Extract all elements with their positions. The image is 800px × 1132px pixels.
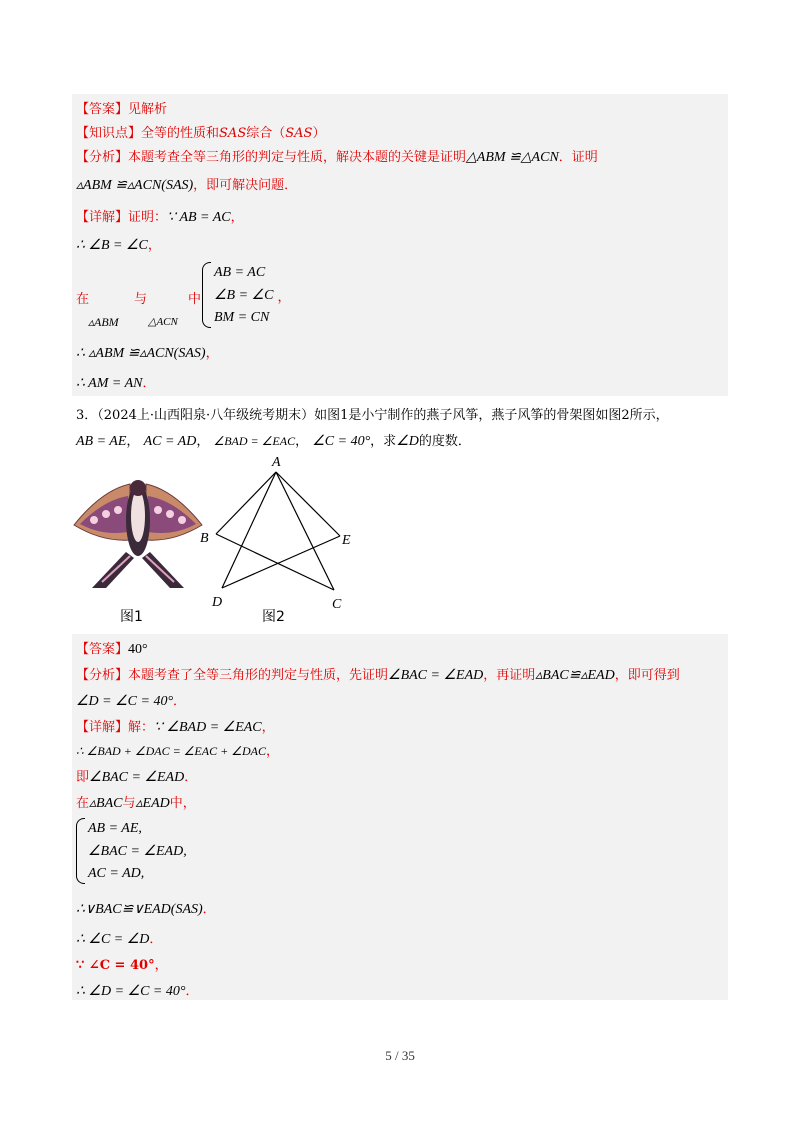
figure-1-caption: 图1 bbox=[120, 609, 143, 625]
step-math: ∴∨BAC≌∨EAD(SAS) bbox=[76, 902, 203, 917]
question-math: ∠C = 40° bbox=[312, 434, 371, 449]
question-text: 的度数． bbox=[418, 434, 471, 449]
segment-ae bbox=[276, 472, 340, 536]
equation-system bbox=[202, 262, 290, 328]
point-label-c: C bbox=[332, 597, 342, 612]
punct: ， bbox=[230, 210, 244, 225]
answer-line bbox=[76, 638, 148, 658]
punct: ， bbox=[261, 720, 275, 735]
step-line bbox=[76, 928, 162, 948]
detail-math: ∵ AB = AC bbox=[167, 210, 231, 225]
analysis-math: △ABM ≌△ACN bbox=[466, 150, 559, 165]
system-row: AB = AE, bbox=[88, 821, 142, 836]
answer-text: 40° bbox=[128, 642, 148, 657]
punct: ， bbox=[126, 434, 140, 449]
system-row: AB = AC bbox=[214, 265, 266, 280]
word-yu: 与 bbox=[134, 292, 148, 307]
detail-tag: 【详解】 bbox=[76, 210, 129, 225]
analysis-text: 本题考查全等三角形的判定与性质，解决本题的关键是证明 bbox=[128, 150, 467, 165]
triangle-abm: ▵ABM bbox=[88, 315, 119, 329]
analysis-math: ▵ABM ≌▵ACN(SAS) bbox=[76, 178, 194, 193]
analysis-text: ，即可得到 bbox=[614, 668, 680, 683]
analysis-text: ，即可解决问题． bbox=[193, 178, 298, 193]
punct: ， bbox=[196, 434, 210, 449]
punct: ． bbox=[173, 694, 187, 709]
punct: ， bbox=[154, 958, 168, 973]
step-line bbox=[76, 740, 279, 759]
knowledge-sas: SAS bbox=[285, 126, 313, 141]
segment-ab bbox=[216, 472, 276, 534]
detail-tag: 【详解】 bbox=[76, 720, 129, 735]
analysis-text: ，再证明 bbox=[483, 668, 536, 683]
detail-text: 证明： bbox=[128, 210, 168, 225]
solution-block-2 bbox=[72, 634, 728, 1000]
detail-line bbox=[76, 206, 244, 226]
brace-icon bbox=[76, 818, 85, 884]
knowledge-tag: 【知识点】 bbox=[76, 126, 142, 141]
step-line bbox=[76, 898, 216, 918]
punct: ， bbox=[277, 289, 291, 305]
detail-math: ∵ ∠BAD = ∠EAC bbox=[154, 720, 262, 735]
analysis-math: ∠BAC = ∠EAD bbox=[388, 668, 484, 683]
system-row: ∠B = ∠C bbox=[214, 287, 274, 303]
answer-tag: 【答案】 bbox=[76, 642, 129, 657]
word-zai: 在 bbox=[76, 796, 90, 811]
page-total: 35 bbox=[401, 1048, 415, 1063]
detail-line bbox=[76, 716, 275, 736]
punct: ． bbox=[202, 902, 216, 917]
word-zhong: 中 bbox=[188, 292, 202, 307]
answer-text: 见解析 bbox=[128, 102, 168, 117]
punct: ， bbox=[205, 346, 219, 361]
analysis-text: 本题考查了全等三角形的判定与性质，先证明 bbox=[128, 668, 389, 683]
swallow-kite-image bbox=[72, 470, 204, 592]
question-text: ，求 bbox=[370, 434, 397, 449]
punct: ． bbox=[185, 984, 199, 999]
segment-ed bbox=[222, 536, 340, 588]
analysis-tag: 【分析】 bbox=[76, 668, 129, 683]
word-ji: 即 bbox=[76, 770, 90, 785]
question-math: ∠D bbox=[396, 434, 419, 449]
brace-icon bbox=[202, 262, 211, 328]
word-zai: 在 bbox=[76, 292, 90, 307]
point-label-d: D bbox=[212, 595, 223, 610]
question-math: AC = AD bbox=[143, 434, 197, 449]
punct: ， bbox=[295, 434, 309, 449]
step-line bbox=[76, 954, 168, 973]
system-row: ∠BAC = ∠EAD, bbox=[88, 843, 187, 859]
triangle-acn: △ACN bbox=[148, 316, 178, 328]
knowledge-text: 全等的性质和 bbox=[141, 126, 220, 141]
step-line bbox=[76, 234, 161, 254]
knowledge-sas: SAS bbox=[219, 126, 247, 141]
step-line bbox=[76, 372, 155, 392]
solution-block-1 bbox=[72, 94, 728, 396]
analysis-line-2 bbox=[76, 174, 297, 194]
analysis-text: ．证明 bbox=[558, 150, 598, 165]
page-number bbox=[0, 1048, 800, 1064]
punct: ． bbox=[142, 376, 156, 391]
analysis-math: ∠D = ∠C = 40° bbox=[76, 694, 174, 709]
analysis-tag: 【分析】 bbox=[76, 150, 129, 165]
punct: ． bbox=[184, 770, 198, 785]
analysis-line bbox=[76, 664, 680, 684]
step-math: ∠BAC = ∠EAD bbox=[89, 770, 185, 785]
analysis-line-2 bbox=[76, 690, 186, 710]
geometry-diagram bbox=[196, 452, 366, 614]
punct: ， bbox=[265, 744, 279, 759]
step-math: ▵BAC bbox=[89, 796, 123, 811]
step-line bbox=[76, 792, 196, 812]
segment-ad bbox=[222, 472, 276, 588]
word-zhong: 中， bbox=[169, 796, 196, 811]
punct: ． bbox=[149, 932, 163, 947]
step-math: ∴ ▵ABM ≌▵ACN(SAS) bbox=[76, 346, 206, 361]
knowledge-text: ） bbox=[312, 126, 326, 141]
analysis-line bbox=[76, 146, 598, 166]
segment-ac bbox=[276, 472, 334, 590]
question-math: ∠BAD = ∠EAC bbox=[213, 434, 296, 448]
question-line-2 bbox=[76, 430, 471, 450]
detail-text: 解： bbox=[128, 720, 155, 735]
point-label-e: E bbox=[342, 533, 351, 548]
point-label-a: A bbox=[272, 455, 281, 470]
step-line bbox=[76, 342, 219, 362]
step-line bbox=[76, 980, 198, 1000]
step-math: ∴ ∠D = ∠C = 40° bbox=[76, 984, 186, 999]
step-line bbox=[76, 766, 197, 786]
analysis-math: ▵BAC≌▵EAD bbox=[535, 668, 615, 683]
knowledge-text: 综合（ bbox=[246, 126, 286, 141]
system-row: BM = CN bbox=[214, 310, 270, 325]
step-math: ∴ ∠C = ∠D bbox=[76, 932, 150, 947]
figure-2-caption: 图2 bbox=[262, 609, 285, 625]
step-math: ∵ ∠C = 40° bbox=[76, 958, 155, 973]
step-math: ∴ ∠BAD + ∠DAC = ∠EAC + ∠DAC bbox=[76, 744, 266, 758]
page-separator: / bbox=[394, 1048, 399, 1063]
step-math: ▵EAD bbox=[135, 796, 170, 811]
page-current: 5 bbox=[385, 1048, 392, 1063]
point-label-b: B bbox=[200, 531, 209, 546]
word-yu: 与 bbox=[122, 796, 136, 811]
punct: ， bbox=[147, 238, 161, 253]
step-math: ∴ AM = AN bbox=[76, 376, 143, 391]
step-math: ∴ ∠B = ∠C bbox=[76, 238, 148, 253]
answer-line bbox=[76, 98, 167, 117]
question-math: AB = AE bbox=[76, 434, 127, 449]
question-line-1: 3．（2024上·山西阳泉·八年级统考期末）如图1是小宁制作的燕子风筝，燕子风筝的骨架图如图2所示， bbox=[76, 408, 669, 423]
system-row: AC = AD, bbox=[88, 866, 145, 881]
answer-tag: 【答案】 bbox=[76, 102, 129, 117]
equation-system bbox=[76, 818, 187, 884]
knowledge-line bbox=[76, 122, 325, 141]
